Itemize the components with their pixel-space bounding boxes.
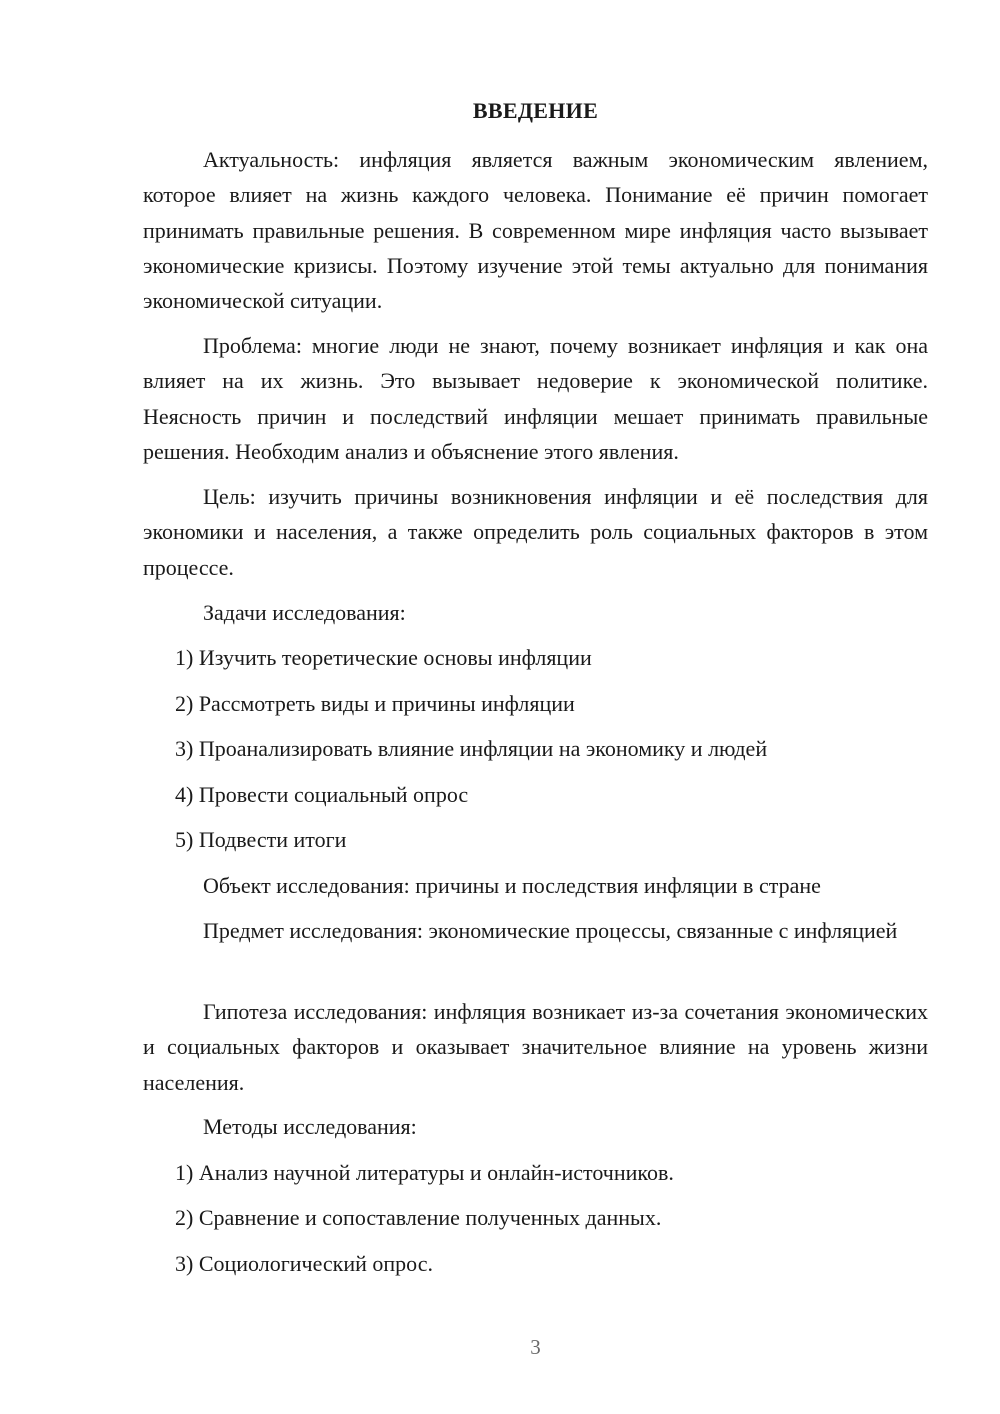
task-item: 5) Подвести итоги bbox=[175, 827, 347, 852]
method-item: 3) Социологический опрос. bbox=[175, 1251, 433, 1276]
research-subject: Предмет исследования: экономические процессы, связанные с инфляцией bbox=[203, 918, 898, 943]
task-item: 1) Изучить теоретические основы инфляции bbox=[175, 645, 592, 670]
task-item: 3) Проанализировать влияние инфляции на экономику и людей bbox=[175, 736, 768, 761]
goal-paragraph: Цель: изучить причины возникновения инфляции и её последствия для экономики и населения, а также определить роль социальных факторов в этом процессе. bbox=[143, 484, 928, 580]
methods-title: Методы исследования: bbox=[203, 1114, 417, 1139]
task-item: 4) Провести социальный опрос bbox=[175, 782, 469, 807]
page-number: 3 bbox=[530, 1335, 541, 1359]
method-item: 2) Сравнение и сопоставление полученных данных. bbox=[175, 1205, 662, 1230]
task-item: 2) Рассмотреть виды и причины инфляции bbox=[175, 691, 575, 716]
method-item: 1) Анализ научной литературы и онлайн-источников. bbox=[175, 1160, 674, 1185]
research-hypothesis: Гипотеза исследования: инфляция возникает из-за сочетания экономических и социальных факторов и оказывает значительное влияние на уровень жизни населения. bbox=[143, 999, 928, 1095]
page-heading: ВВЕДЕНИЕ bbox=[472, 98, 599, 123]
relevance-paragraph: Актуальность: инфляция является важным экономическим явлением, которое влияет на жизнь каждого человека. Понимание её причин помогает принимать правильные решения. В современном мире инфляция часто вызывает экономические кризисы. Поэтому изучение этой темы актуально для понимания экономической ситуации. bbox=[143, 147, 928, 314]
tasks-title: Задачи исследования: bbox=[203, 600, 406, 625]
document-page bbox=[143, 0, 928, 1414]
problem-paragraph: Проблема: многие люди не знают, почему возникает инфляция и как она влияет на их жизнь. Это вызывает недоверие к экономической политике. Неясность причин и последствий инфляции мешает принимать правильные решения. Необходим анализ и объяснение этого явления. bbox=[143, 333, 928, 464]
research-object: Объект исследования: причины и последствия инфляции в стране bbox=[203, 873, 821, 898]
